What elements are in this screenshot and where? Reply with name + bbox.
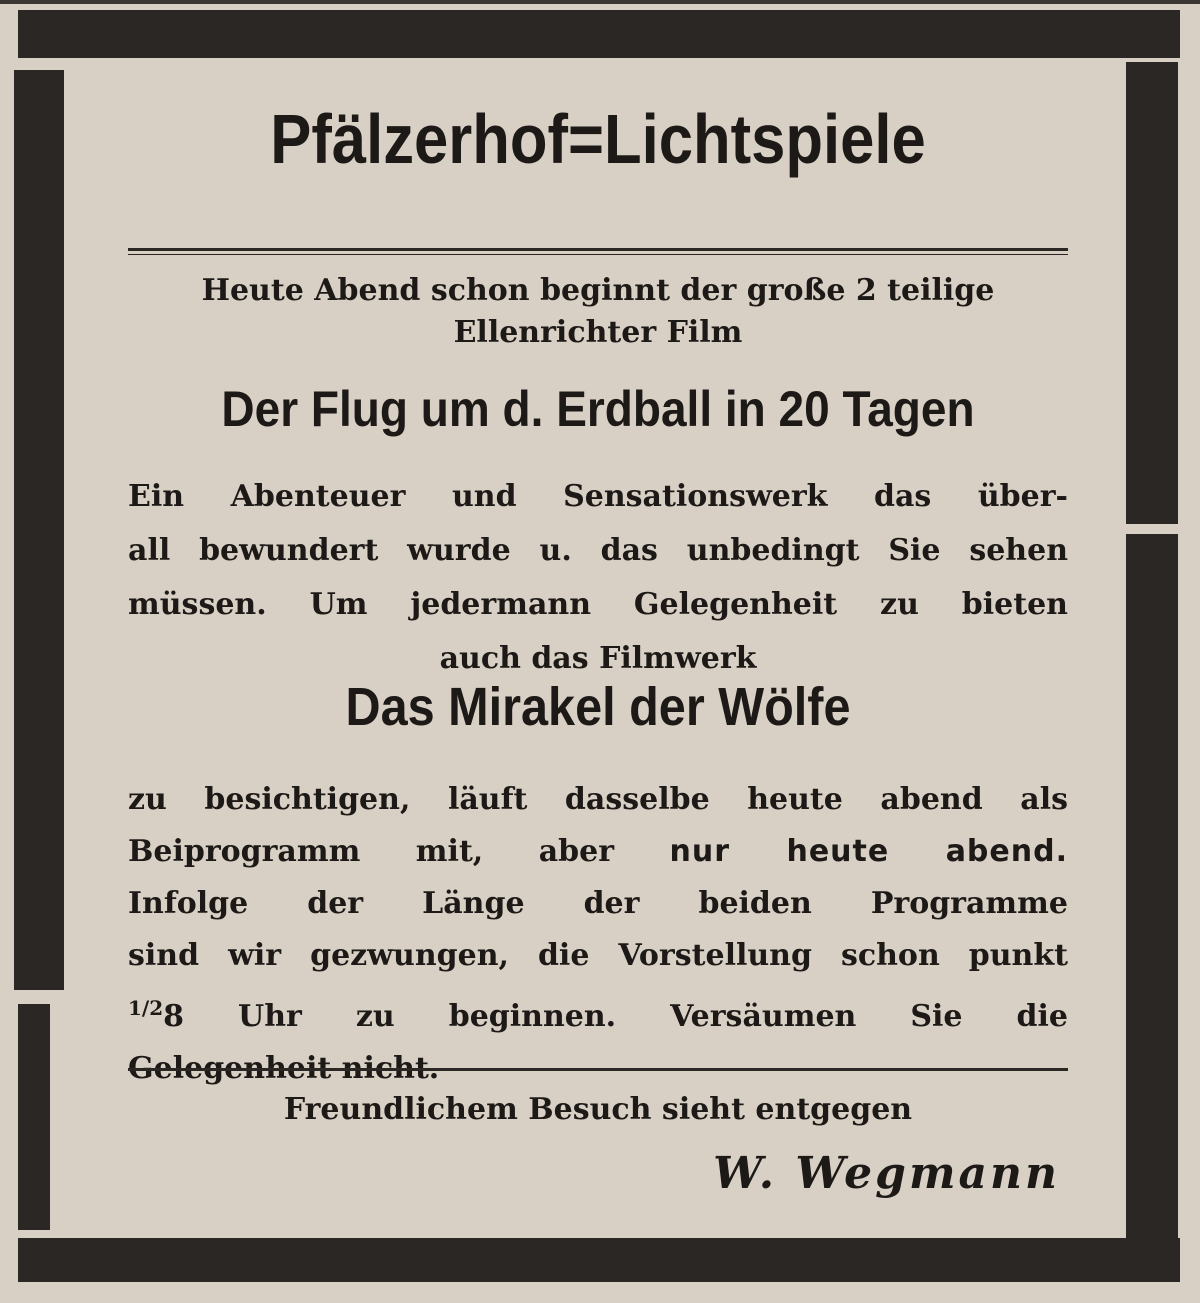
film-title-supporting: Das Mirakel der Wölfe [345,677,851,737]
film-title-main: Der Flug um d. Erdball in 20 Tagen [221,381,975,437]
divider-bottom [128,1068,1068,1071]
body-line: Gelegenheit nicht. [128,1051,440,1086]
intro-line-2: Ellenrichter Film [453,315,743,350]
desc-line: all bewundert wurde u. das unbedingt Sie sehen [128,533,1068,568]
body-line: Infolge der Länge der beiden Programme [128,886,1068,921]
time-fraction: 1/2 [128,996,164,1020]
signature: W. Wegmann [713,1148,1060,1199]
top-edge-line [0,0,1200,4]
body-line-5-rest: 8 Uhr zu beginnen. Versäumen Sie die [163,999,1068,1034]
desc-line: auch das Filmwerk [439,641,757,676]
screening-details [128,774,1068,1095]
border-right-upper [1126,62,1178,524]
border-left-lower [18,1004,50,1230]
body-line [128,826,1068,878]
divider-top-thin [128,254,1068,255]
intro-line-1: Heute Abend schon beginnt der große 2 teilige [201,273,995,308]
border-left-upper [14,70,64,990]
intro-text [128,270,1068,354]
body-line: sind wir gezwungen, die Vorstellung schon punkt [128,938,1068,973]
film-description [128,470,1068,686]
border-top [18,10,1180,58]
ad-title: Pfälzerhof=Lichtspiele [270,100,926,178]
body-line-2-start: Beiprogramm mit, aber [128,834,615,869]
emphasis-tonight: nur heute abend. [669,834,1068,869]
divider-top [128,248,1068,251]
border-bottom [18,1238,1180,1282]
border-right-lower [1126,534,1178,1240]
body-line [128,982,1068,1043]
body-line: zu besichtigen, läuft dasselbe heute abend als [128,782,1068,817]
desc-line: müssen. Um jedermann Gelegenheit zu bieten [128,587,1068,622]
desc-line: Ein Abenteuer und Sensationswerk das über- [128,479,1068,514]
closing-text: Freundlichem Besuch sieht entgegen [283,1092,913,1127]
